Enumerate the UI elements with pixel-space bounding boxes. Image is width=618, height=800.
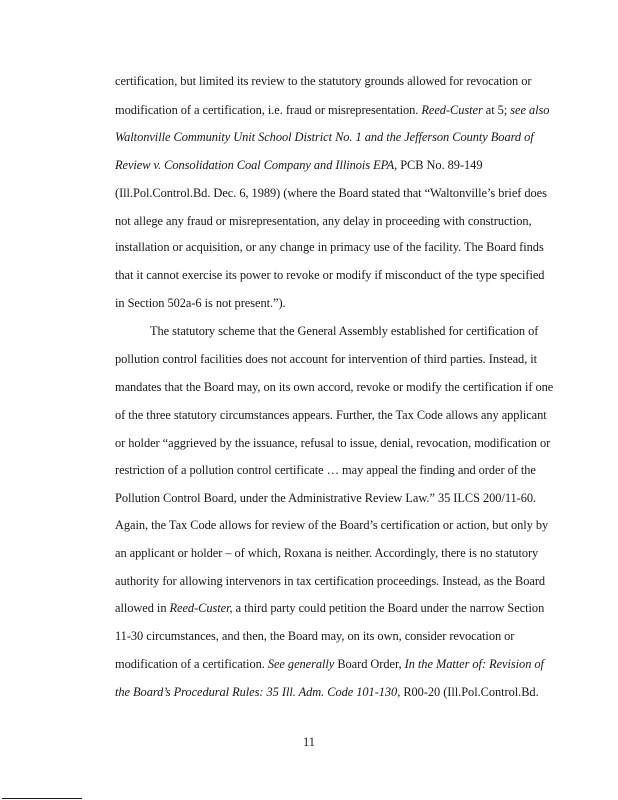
text-segment: authority for allowing intervenors in tax certification proceedings. Instead, as the Board: [115, 574, 546, 588]
text-segment: a third party could petition the Board under the narrow Section: [232, 601, 545, 615]
text-segment: not allege any fraud or misrepresentation, any delay in proceeding with construction,: [115, 214, 532, 228]
italic-citation: Waltonville Community Unit School District No. 1 and the Jefferson County Board of: [115, 130, 534, 144]
text-line: [115, 186, 547, 201]
footnote-separator: [2, 798, 82, 799]
text-line: [115, 518, 548, 533]
text-segment: Board Order,: [334, 657, 405, 671]
text-segment: of the three statutory circumstances appears. Further, the Tax Code allows any applicant: [115, 408, 547, 422]
text-line: [115, 103, 549, 118]
text-line: [115, 657, 544, 672]
italic-citation: In the Matter of: Revision of: [404, 657, 544, 671]
text-line: [115, 408, 547, 423]
text-line: [115, 214, 532, 229]
italic-citation: the Board’s Procedural Rules: 35 Ill. Adm. Code 101-130,: [115, 685, 401, 699]
text-line: [150, 324, 538, 339]
text-segment: an applicant or holder – of which, Roxana is neither. Accordingly, there is no statutory: [115, 546, 539, 560]
text-segment: at 5;: [482, 103, 511, 117]
text-segment: 11-30 circumstances, and then, the Board may, on its own, consider revocation or: [115, 629, 515, 643]
text-line: [115, 629, 514, 644]
text-line: [115, 436, 550, 451]
text-segment: mandates that the Board may, on its own accord, revoke or modify the certification if one: [115, 380, 554, 394]
text-line: [115, 463, 536, 478]
text-segment: allowed in: [115, 601, 170, 615]
text-line: [115, 546, 538, 561]
text-segment: certification, but limited its review to the statutory grounds allowed for revocation or: [115, 74, 532, 88]
text-line: [115, 601, 544, 616]
text-line: [115, 352, 537, 367]
text-segment: pollution control facilities does not account for intervention of third parties. Instead, it: [115, 352, 538, 366]
text-line: [115, 158, 482, 173]
italic-citation: Review v. Consolidation Coal Company and Illinois EPA,: [115, 158, 398, 172]
italic-citation: Reed-Custer,: [169, 601, 233, 615]
text-line: [115, 574, 545, 589]
italic-citation: See generally: [267, 657, 335, 671]
italic-citation: see also: [510, 103, 550, 117]
text-segment: in Section 502a-6 is not present.”).: [115, 296, 286, 310]
text-segment: modification of a certification, i.e. fraud or misrepresentation.: [115, 103, 422, 117]
text-line: [115, 380, 553, 395]
italic-citation: Reed-Custer: [421, 103, 483, 117]
text-segment: Again, the Tax Code allows for review of the Board’s certification or action, but only by: [115, 518, 549, 532]
text-line: [115, 130, 534, 145]
text-segment: modification of a certification.: [115, 657, 268, 671]
text-segment: that it cannot exercise its power to revoke or modify if misconduct of the type specified: [115, 268, 545, 282]
text-line: [115, 296, 286, 311]
page-number: 11: [303, 735, 315, 749]
text-segment: The statutory scheme that the General Assembly established for certification of: [150, 324, 539, 338]
text-segment: (Ill.Pol.Control.Bd. Dec. 6, 1989) (where the Board stated that “Waltonville’s brief does: [115, 186, 547, 200]
text-segment: installation or acquisition, or any change in primacy use of the facility. The Board finds: [115, 240, 544, 254]
text-segment: PCB No. 89-149: [397, 158, 483, 172]
text-line: [115, 240, 544, 255]
text-line: [115, 268, 544, 283]
text-segment: R00-20 (Ill.Pol.Control.Bd.: [400, 685, 539, 699]
text-segment: Pollution Control Board, under the Administrative Review Law.” 35 ILCS 200/11-60.: [115, 491, 537, 505]
text-segment: restriction of a pollution control certificate … may appeal the finding and order of the: [115, 463, 536, 477]
text-line: [115, 685, 539, 700]
text-segment: or holder “aggrieved by the issuance, refusal to issue, denial, revocation, modification or: [115, 436, 551, 450]
text-line: [115, 491, 536, 506]
text-line: [115, 74, 531, 89]
